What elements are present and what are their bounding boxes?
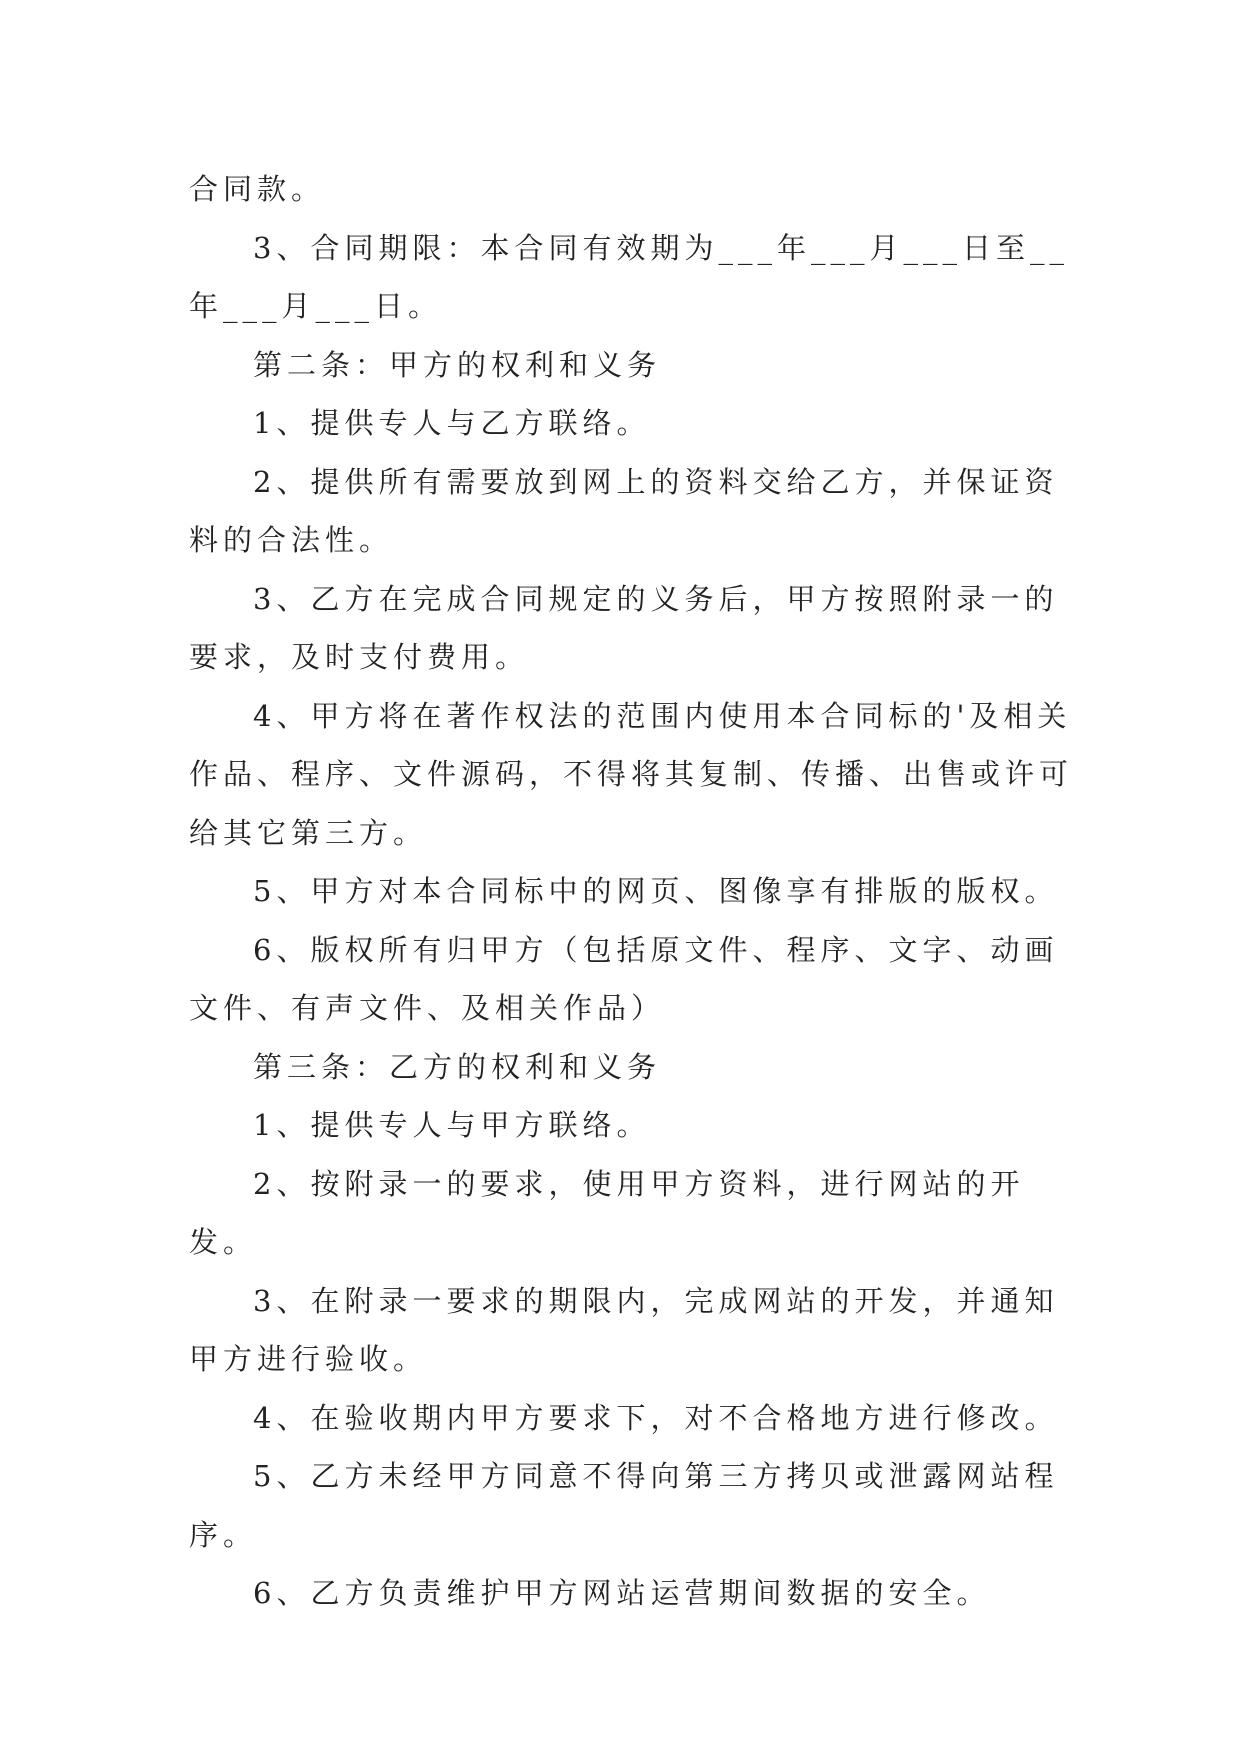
party-b-clause-1: 1、提供专人与甲方联络。 [253,1108,651,1142]
section-heading-party-a: 第二条：甲方的权利和义务 [253,347,662,382]
party-a-clause-4: 4、甲方将在著作权法的范围内使用本合同标的'及相关作品、程序、文件源码，不得将其复制、传播、出售或许可给其它第三方。 [189,698,1074,850]
contract-body [189,160,1079,1623]
paragraph-contract-term: 3、合同期限：本合同有效期为___年___月___日至__年___月___日。 [189,230,1069,323]
party-a-clause-6: 6、版权所有归甲方（包括原文件、程序、文字、动画文件、有声文件、及相关作品） [189,932,1059,1025]
party-a-clause-2: 2、提供所有需要放到网上的资料交给乙方，并保证资料的合法性。 [189,464,1059,557]
party-b-clause-3: 3、在附录一要求的期限内，完成网站的开发，并通知甲方进行验收。 [189,1283,1059,1376]
section-heading-party-b: 第三条：乙方的权利和义务 [253,1049,662,1084]
party-b-clause-2: 2、按附录一的要求，使用甲方资料，进行网站的开发。 [189,1166,1025,1259]
party-b-clause-6: 6、乙方负责维护甲方网站运营期间数据的安全。 [253,1576,991,1610]
paragraph-contract-fee-end: 合同款。 [189,172,326,206]
party-a-clause-5: 5、甲方对本合同标中的网页、图像享有排版的版权。 [253,874,1059,908]
party-a-clause-1: 1、提供专人与乙方联络。 [253,406,651,440]
party-a-clause-3: 3、乙方在完成合同规定的义务后，甲方按照附录一的要求，及时支付费用。 [189,581,1059,674]
party-b-clause-5: 5、乙方未经甲方同意不得向第三方拷贝或泄露网站程序。 [189,1459,1059,1552]
party-b-clause-4: 4、在验收期内甲方要求下，对不合格地方进行修改。 [253,1400,1059,1435]
